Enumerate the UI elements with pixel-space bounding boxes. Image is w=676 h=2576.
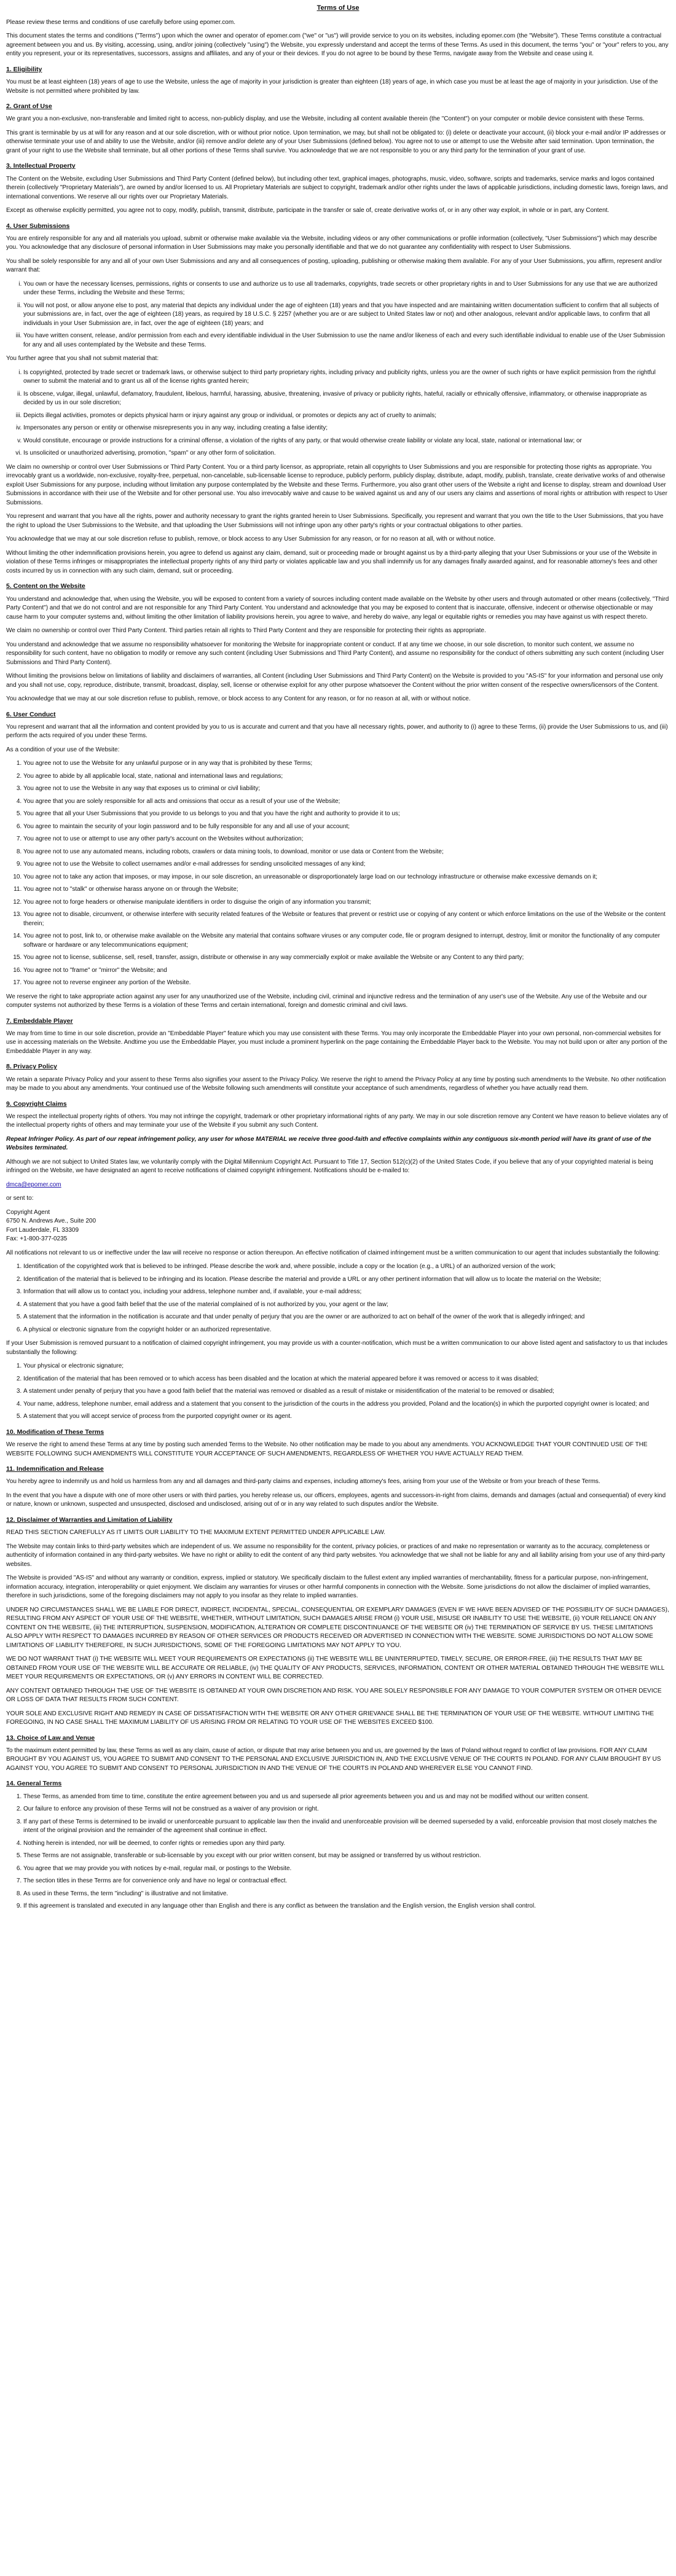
list-item: 2. Our failure to enforce any provision of these Terms will not be construed as a waiver of any provision or right.: [23, 1805, 670, 1814]
section: [6, 582, 670, 703]
section-heading: 1. Eligibility: [6, 65, 42, 73]
paragraph: Please review these terms and conditions of use carefully before using epomer.com.: [6, 18, 235, 26]
address-line: 6750 N. Andrews Ave., Suite 200: [6, 1218, 96, 1225]
list-item: ii. Is obscene, vulgar, illegal, unlawful, defamatory, fraudulent, libelous, harmful, harassing, abusive, threatening, invasive of privacy or publicity rights, hateful, racially or ethnically offensive, inflammatory, or otherwise inappropriate as decided by us in our sole discretion;: [23, 390, 670, 408]
list-item: 4. A statement that you have a good faith belief that the use of the material complained of is not authorized by you, your agent or the law;: [23, 1301, 670, 1310]
section-heading: 9. Copyright Claims: [6, 1100, 67, 1108]
list-item: 5. A statement that the information in the notification is accurate and that under penalty of perjury that you are the owner or are authorized to act on behalf of the owner of the work that is allegedly infringed; and: [23, 1313, 670, 1322]
email-line: [6, 1181, 670, 1190]
section: [6, 1734, 670, 1774]
section: [6, 102, 670, 155]
paragraph: You represent and warrant that you have all the rights, power and authority necessary to grant the rights granted herein to User Submissions. Specifically, you represent and warrant that you own the title to the User Submissions, that you have the right to upload the User Submissions to the Website, and that uploading the User Submissions will not infringe upon any other party's rights or your contractual obligations to other parties.: [6, 513, 664, 529]
numbered-list: [6, 1362, 670, 1422]
list-item: 4. Your name, address, telephone number, email address and a statement that you consent to the jurisdiction of the courts in the address you provided, Poland and the location(s) in which the purported copyright owner is located; and: [23, 1400, 670, 1409]
section: [6, 1516, 670, 1728]
numbered-list: [6, 1263, 670, 1334]
section: [6, 1779, 670, 1911]
list-item: 4. You agree that you are solely responsible for all acts and omissions that occur as a result of your use of the Website;: [23, 797, 670, 807]
section-heading: 11. Indemnification and Release: [6, 1465, 104, 1473]
paragraph: READ THIS SECTION CAREFULLY AS IT LIMITS OUR LIABILITY TO THE MAXIMUM EXTENT PERMITTED UNDER APPLICABLE LAW.: [6, 1529, 385, 1537]
list-item: 4. Nothing herein is intended, nor will be deemed, to confer rights or remedies upon any third party.: [23, 1839, 670, 1849]
section: [6, 1428, 670, 1458]
address-line: Fax: +1-800-377-0235: [6, 1235, 68, 1243]
paragraph: We retain a separate Privacy Policy and your assent to these Terms also signifies your assent to the Privacy Policy. We reserve the right to amend the Privacy Policy at any time by posting such amendments to the Website. No other notification may be made to you about any amendments. Your continued use of the Website following such amendments will constitute your acceptance of such amendments, regardless of whether you have actually read them.: [6, 1076, 666, 1092]
paragraph: You shall be solely responsible for any and all of your own User Submissions and any and all consequences of posting, uploading, publishing or otherwise making them available. For any of your User Submissions, you affirm, represent and/or warrant that:: [6, 257, 662, 274]
list-item: 1. Identification of the copyrighted work that is believed to be infringed. Please describe the work and, where possible, include a copy or the location (e.g., a URL) of an authorized version of the work;: [23, 1263, 670, 1272]
list-item: iii. Depicts illegal activities, promotes or depicts physical harm or injury against any group or individual, or promotes or depicts any act of cruelty to animals;: [23, 412, 670, 421]
list-item: 6. A physical or electronic signature from the copyright holder or an authorized representative.: [23, 1326, 670, 1335]
paragraph: WE DO NOT WARRANT THAT (i) THE WEBSITE WILL MEET YOUR REQUIREMENTS OR EXPECTATIONS (ii) THE WEBSITE WILL BE UNINTERRUPTED, TIMELY, SECURE, OR ERROR-FREE, (iii) THE RESULTS THAT MAY BE OBTAINED FROM YOUR USE OF THE WEBSITE WILL BE ACCURATE OR RELIABLE, (iv) THE QUALITY OF ANY PRODUCTS, SERVICES, INFORMATION, CONTENT OR OTHER MATERIAL OBTAINED THROUGH THE WEBSITE WILL MEET YOUR REQUIREMENTS OR EXPECTATIONS, OR (v) ANY ERRORS IN CONTENT WILL BE CORRECTED.: [6, 1656, 664, 1681]
paragraph: You are entirely responsible for any and all materials you upload, submit or otherwise make available via the Website, including videos or any other communications or profile information (collectively, "User Submissions") which may describe you. You acknowledge that any disclosure of personal information in User Submissions may make you personally identifiable and that we do not guarantee any confidentiality with respect to User Submissions.: [6, 235, 658, 251]
list-item: 5. These Terms are not assignable, transferable or sub-licensable by you except with our prior written consent, but may be assigned or transferred by us without restriction.: [23, 1852, 670, 1861]
list-item: 8. As used in these Terms, the term "including" is illustrative and not limitative.: [23, 1890, 670, 1899]
paragraph: Except as otherwise explicitly permitted, you agree not to copy, modify, publish, transmit, distribute, participate in the transfer or sale of, create derivative works of, or in any other way exploit, in whole or in part, any Content.: [6, 207, 610, 214]
paragraph: All notifications not relevant to us or ineffective under the law will receive no response or action thereupon. An effective notification of claimed infringement must be a written communication to our agent that includes substantially the following:: [6, 1249, 660, 1256]
page-title: Terms of Use: [316, 4, 360, 12]
list-item: 11. You agree not to "stalk" or otherwise harass anyone on or through the Website;: [23, 885, 670, 895]
section: [6, 1017, 670, 1057]
numbered-list: [6, 759, 670, 988]
paragraph: Without limiting the provisions below on limitations of liability and disclaimers of warranties, all Content (including User Submissions and Third Party Content) on the Website is provided to you "AS-IS" for your information and personal use only and you shall not use, copy, reproduce, distribute, transmit, broadcast, display, sell, license or otherwise exploit for any other purpose whatsoever the Content without the prior written consent of the respective owners/licensors of the Content.: [6, 673, 663, 689]
section-heading: 3. Intellectual Property: [6, 162, 76, 170]
list-item: 17. You agree not to reverse engineer any portion of the Website.: [23, 979, 670, 988]
list-item: 10. You agree not to take any action that imposes, or may impose, in our sole discretion, an unreasonable or disproportionately large load on our technology infrastructure or otherwise make excessive demands on it;: [23, 873, 670, 882]
list-item: 2. Identification of the material that has been removed or to which access has been disabled and the location at which the material appeared before it was removed or access to it was disabled;: [23, 1375, 670, 1384]
numbered-list: [6, 1793, 670, 1911]
section: [6, 222, 670, 576]
paragraph: The Content on the Website, excluding User Submissions and Third Party Content (defined below), but including other text, graphical images, photographs, music, video, software, scripts and trademarks, service marks and logos contained therein (collectively "Proprietary Materials"), are owned by and/or licensed to us. All Proprietary Materials are subject to copyright, trademark and/or other rights under the laws of applicable jurisdictions, including domestic laws, foreign laws, and international conventions. We reserve all our rights over our Proprietary Materials.: [6, 175, 668, 200]
numbered-list: [6, 369, 670, 458]
address-line: Copyright Agent: [6, 1208, 50, 1216]
paragraph: This document states the terms and conditions ("Terms") upon which the owner and operator of epomer.com ("we" or "us") will provide service to you on its websites, including epomer.com (the "Website"). These Terms constitute a contractual agreement between you and us. By visiting, accessing, using, and/or joining (collectively "using") the Website, you expressly understand and accept the terms of these Terms. As used in this document, the terms "you" or "your" refers to you, any entity you represent, your or its representatives, successors, assigns and affiliates, and any of your or their devices. If you do not agree to be bound by these Terms, navigate away from the Website and cease using it.: [6, 33, 669, 58]
list-item: i. Is copyrighted, protected by trade secret or trademark laws, or otherwise subject to third party proprietary rights, including privacy and publicity rights, unless you are the owner of such rights or have explicit permission from the rightful owner to submit the material and to grant us all of the license rights granted herein;: [23, 369, 670, 386]
section-heading: 14. General Terms: [6, 1780, 62, 1788]
list-item: 9. If this agreement is translated and executed in any language other than English and there is any conflict as between the translation and the English version, the English version shall control.: [23, 1902, 670, 1911]
paragraph: We respect the intellectual property rights of others. You may not infringe the copyright, trademark or other proprietary informational rights of any party. We may in our sole discretion remove any Content we have reason to believe violates any of the intellectual property rights of others and may terminate your use of the Website if you submit any such Content.: [6, 1113, 668, 1129]
paragraph: We grant you a non-exclusive, non-transferable and limited right to access, non-publicly display, and use the Website, including all content available therein (the "Content") on your computer or mobile device consistent with these Terms.: [6, 115, 645, 123]
list-item: 2. Identification of the material that is believed to be infringing and its location. Please describe the material and provide a URL or any other pertinent information that will allow us to locate the material on the Website;: [23, 1275, 670, 1285]
list-item: i. You own or have the necessary licenses, permissions, rights or consents to use and authorize us to use all trademarks, copyrights, trade secrets or other proprietary rights in and to User Submissions for any use that we are authorized under these Terms, including the Website and these Terms;: [23, 280, 670, 298]
paragraph: Although we are not subject to United States law, we voluntarily comply with the Digital Millennium Copyright Act. Pursuant to Title 17, Section 512(c)(2) of the United States Code, if you believe that any of your copyrighted material is being infringed on the Website, we have designated an agent to receive notifications of claimed copyright infringement. Notifications should be e-mailed to:: [6, 1158, 653, 1175]
list-item: 16. You agree not to "frame" or "mirror" the Website; and: [23, 966, 670, 976]
list-item: iii. You have written consent, release, and/or permission from each and every identifiable individual in the User Submission to use the name and/or likeness of each and every such identifiable individual to enable use of the User Submission for any and all uses contemplated by the Website and these Terms.: [23, 332, 670, 350]
list-item: 1. These Terms, as amended from time to time, constitute the entire agreement between you and us and supersede all prior agreements between you and us and may not be modified without our written consent.: [23, 1793, 670, 1802]
paragraph: If your User Submission is removed pursuant to a notification of claimed copyright infringement, you may provide us with a counter-notification, which must be a written communication to our above listed agent and satisfactory to us that includes substantially the following:: [6, 1340, 668, 1356]
paragraph: This grant is terminable by us at will for any reason and at our sole discretion, with or without prior notice. Upon termination, we may, but shall not be obligated to: (i) delete or deactivate your account, (ii) block your e-mail and/or IP addresses or otherwise terminate your use of and ability to use the Website, and/or (iii) remove and/or delete any of your User Submissions (defined below). You agree not to use or attempt to use the Website after said termination. Upon termination, the grant of your right to use the Website shall terminate, but all other portions of these Terms shall survive. You acknowledge that we are not responsible to you or any third party for the termination of your grant of use.: [6, 129, 666, 154]
copyright-agent-address: [6, 1208, 670, 1244]
list-item: 7. You agree not to use or attempt to use any other party's account on the Websites without authorization;: [23, 835, 670, 844]
list-item: 3. Information that will allow us to contact you, including your address, telephone number and, if available, your e-mail address;: [23, 1288, 670, 1297]
list-item: 15. You agree not to license, sublicense, sell, resell, transfer, assign, distribute or otherwise in any way commercially exploit or make available the Website or any Content to any third party;: [23, 953, 670, 963]
list-item: 14. You agree not to post, link to, or otherwise make available on the Website any material that contains software viruses or any computer code, file or program designed to interrupt, destroy, limit or monitor the functionality of any computer software or hardware or any telecommunications equipment;: [23, 932, 670, 950]
list-item: v. Would constitute, encourage or provide instructions for a criminal offense, a violation of the rights of any party, or that would otherwise create liability or violate any local, state, national or international law; or: [23, 437, 670, 446]
paragraph: We may from time to time in our sole discretion, provide an "Embeddable Player" feature which you may use consistent with these Terms. You may only incorporate the Embeddable Player into your own personal, non-commercial websites for use in accessing materials on the Website. Andtime you use the Embeddable Player, you must include a prominent hyperlink on the page containing the Embeddable Player back to the Website. You may not build upon or alter any portion of the Embeddable Player in any way.: [6, 1030, 667, 1055]
section: [6, 18, 670, 59]
section: [6, 65, 670, 96]
paragraph: or sent to:: [6, 1195, 34, 1202]
section-heading: 13. Choice of Law and Venue: [6, 1734, 95, 1742]
section: [6, 1465, 670, 1509]
paragraph: UNDER NO CIRCUMSTANCES SHALL WE BE LIABLE FOR DIRECT, INDIRECT, INCIDENTAL, SPECIAL, CONSEQUENTIAL OR EXEMPLARY DAMAGES (EVEN IF WE HAVE BEEN ADVISED OF THE POSSIBILITY OF SUCH DAMAGES), RESULTING FROM ANY ASPECT OF YOUR USE OF THE WEBSITE, WHETHER, WITHOUT LIMITATION, SUCH DAMAGES ARISE FROM (i) YOUR USE, MISUSE OR INABILITY TO USE THE WEBSITE, (ii) YOUR RELIANCE ON ANY CONTENT ON THE WEBSITE, (iii) THE INTERRUPTION, SUSPENSION, MODIFICATION, ALTERATION OR COMPLETE DISCONTINUANCE OF THE WEBSITE OR (iv) THE TERMINATION OF SERVICE BY US. THESE LIMITATIONS ALSO APPLY WITH RESPECT TO DAMAGES INCURRED BY REASON OF OTHER SERVICES OR PRODUCTS RECEIVED OR ADVERTISED IN CONNECTION WITH THE WEBSITE. SOME JURISDICTIONS DO NOT ALLOW SOME LIMITATIONS OF LIABILITY THEREFORE, IN SUCH JURISDICTIONS, SOME OF THE FOREGOING LIMITATIONS MAY NOT APPLY TO YOU.: [6, 1606, 669, 1649]
list-item: ii. You will not post, or allow anyone else to post, any material that depicts any individual under the age of eighteen (18) years and that you have inspected and are maintaining written documentation sufficient to confirm that all subjects of your submissions are, in fact, over the age of eighteen (18) years, as required by 18 U.S.C. § 2257 (whether you are or are subject to United States law or not) and other analogous, relevant and/or applicable laws, to confirm that all individuals in your User Submission are, in fact, over the age of eighteen (18) years; and: [23, 302, 670, 329]
section: [6, 1100, 670, 1422]
list-item: 5. You agree that all your User Submissions that you provide to us belongs to you and that you have the right and authority to provide it to us;: [23, 810, 670, 819]
section-heading: 5. Content on the Website: [6, 582, 85, 590]
paragraph: As a condition of your use of the Website:: [6, 746, 120, 753]
list-item: vi. Is unsolicited or unauthorized advertising, promotion, "spam" or any other form of solicitation.: [23, 449, 670, 458]
paragraph: We claim no ownership or control over Third Party Content. Third parties retain all rights to Third Party Content and they are responsible for protecting their rights as appropriate.: [6, 627, 486, 635]
list-item: 9. You agree not to use the Website to collect usernames and/or e-mail addresses for sending unsolicited messages of any kind;: [23, 860, 670, 869]
list-item: 1. Your physical or electronic signature;: [23, 1362, 670, 1371]
numbered-list: [6, 280, 670, 350]
paragraph: We claim no ownership or control over User Submissions or Third Party Content. You or a third party licensor, as appropriate, retain all copyrights to User Submissions and you are responsible for protecting those rights as appropriate. You irrevocably grant us a worldwide, non-exclusive, royalty-free, perpetual, non-cancelable, sub-licensable license to reproduce, publicly perform, publicly display, distribute, adapt, modify, publish, translate, create derivative works of and otherwise exploit User Submissions for any purpose, including without limitation any purpose contemplated by the Website and these Terms. Furthermore, you also grant other users of the Website a right and license to display, stream and download User Submissions in accordance with their use of the Website and for other personal use. You also irrevocably waive and cause to be waived against us and any of our users any claims and assertions of moral rights or attribution with respect to User Submissions.: [6, 463, 667, 506]
list-item: 7. The section titles in these Terms are for convenience only and have no legal or contractual effect.: [23, 1877, 670, 1886]
section: [6, 162, 670, 215]
section: [6, 710, 670, 1011]
paragraph: You understand and acknowledge that we assume no responsibility whatsoever for monitoring the Website for inappropriate content or conduct. If at any time we choose, in our sole discretion, to monitor such content, we assume no responsibility for such content, have no obligation to modify or remove any such content (including User Submissions and Third Party Content), and assume no responsibility for the conduct of others submitting any such content (including User Submissions and Third Party Content).: [6, 641, 664, 666]
repeat-infringer-notice: Repeat Infringer Policy. As part of our repeat infringement policy, any user for whose MATERIAL we receive three good-faith and effective complaints within any contiguous six-month period will have its grant of use of the Websites terminated.: [6, 1135, 651, 1152]
list-item: 2. You agree to abide by all applicable local, state, national and international laws and regulations;: [23, 772, 670, 781]
section-heading: 8. Privacy Policy: [6, 1063, 57, 1071]
terms-content: [6, 18, 670, 1911]
dmca-email-link[interactable]: dmca@epomer.com: [6, 1181, 61, 1188]
list-item: 6. You agree that we may provide you with notices by e-mail, regular mail, or postings to the Website.: [23, 1865, 670, 1874]
section: [6, 1062, 670, 1093]
section-heading: 4. User Submissions: [6, 222, 70, 230]
paragraph: You acknowledge that we may at our sole discretion refuse to publish, remove, or block access to any User Submission for any reason, or for no reason at all, with or without notice.: [6, 536, 496, 543]
section-heading: 6. User Conduct: [6, 710, 56, 718]
paragraph: In the event that you have a dispute with one of more other users or with third parties, you hereby release us, our officers, employees, agents and successors-in-right from claims, demands and damages (actual and consequential) of every kind or nature, known or unknown, suspected and unsuspected, disclosed and undisclosed, arising out of or in any way related to such disputes and/or the Website.: [6, 1492, 666, 1508]
paragraph: We reserve the right to take appropriate action against any user for any unauthorized use of the Website, including civil, criminal and injunctive redress and the termination of any user's use of the Website. Any use of the Website and our computer systems not authorized by these Terms is a violation of these Terms and certain international, foreign and domestic criminal and civil laws.: [6, 993, 647, 1009]
list-item: 3. You agree not to use the Website in any way that exposes us to criminal or civil liability;: [23, 785, 670, 794]
paragraph: You hereby agree to indemnify us and hold us harmless from any and all damages and third-party claims and expenses, including attorney's fees, arising from your use of the Website or from your breach of these Terms.: [6, 1478, 600, 1486]
section-heading: 12. Disclaimer of Warranties and Limitation of Liability: [6, 1516, 173, 1524]
list-item: 3. A statement under penalty of perjury that you have a good faith belief that the material was removed or disabled as a result of mistake or misidentification of the material to be removed or disabled;: [23, 1387, 670, 1396]
paragraph: We reserve the right to amend these Terms at any time by posting such amended Terms to the Website. No other notification may be made to you about any amendments. YOU ACKNOWLEDGE THAT YOUR CONTINUED USE OF THE WEBSITE FOLLOWING SUCH AMENDMENTS WILL CONSTITUTE YOUR ACCEPTANCE OF SUCH AMENDMENTS, REGARDLESS OF WHETHER YOU HAVE ACTUALLY READ THEM.: [6, 1441, 648, 1457]
list-item: 1. You agree not to use the Website for any unlawful purpose or in any way that is prohibited by these Terms;: [23, 759, 670, 769]
section-heading: 2. Grant of Use: [6, 103, 52, 111]
list-item: 5. A statement that you will accept service of process from the purported copyright owner or its agent.: [23, 1412, 670, 1422]
paragraph: You understand and acknowledge that, when using the Website, you will be exposed to content from a variety of sources including content made available on the Website by other users and through automated or other means (collectively, "Third Party Content") and that we do not control and are not responsible for any Third Party Content. You understand and acknowledge that you may be exposed to content that is inaccurate, offensive, indecent or otherwise objectionable or may cause harm to your computer systems and, without limiting the other limitation of liability provisions herein, you agree to waive, and hereby do waive, any legal or equitable rights or remedies you may have against us with respect thereto.: [6, 595, 669, 621]
list-item: 13. You agree not to disable, circumvent, or otherwise interfere with security related features of the Website or features that prevent or restrict use or copying of any content or which enforce limitations on the use of the Website or the content therein;: [23, 910, 670, 928]
list-item: 3. If any part of these Terms is determined to be invalid or unenforceable pursuant to applicable law then the invalid and unenforceable provision will be deemed superseded by a valid, enforceable provision that most closely matches the intent of the original provision and the remainder of the agreement shall continue in effect.: [23, 1818, 670, 1836]
paragraph: Without limiting the other indemnification provisions herein, you agree to defend us against any claim, demand, suit or proceeding made or brought against us by a third-party alleging that your User Submissions or your use of the Website in violation of these Terms infringes or misappropriates the intellectual property rights of any third party or violates applicable law and you shall indemnify us for any damages finally awarded against, and for reasonable attorney's fees and other costs incurred by us in connection with any such claim, demand, suit or proceeding.: [6, 549, 658, 574]
section-heading: 7. Embeddable Player: [6, 1017, 73, 1025]
paragraph: To the maximum extent permitted by law, these Terms as well as any claim, cause of action, or dispute that may arise between you and us, are governed by the laws of Poland without regard to conflict of law provisions. FOR ANY CLAIM BROUGHT BY YOU AGAINST US, YOU AGREE TO SUBMIT AND CONSENT TO THE PERSONAL AND EXCLUSIVE JURISDICTION IN, AND THE EXCLUSIVE VENUE OF THE COURTS IN POLAND. FOR ANY CLAIM BROUGHT BY US AGAINST YOU, YOU AGREE TO SUBMIT AND CONSENT TO PERSONAL JURISDICTION IN AND THE VENUE OF THE COURTS IN POLAND AND WHEREVER ELSE YOU CANNOT FIND.: [6, 1747, 661, 1772]
list-item: 6. You agree to maintain the security of your login password and to be fully responsible for any and all use of your account;: [23, 823, 670, 832]
paragraph: You further agree that you shall not submit material that:: [6, 355, 159, 362]
paragraph: ANY CONTENT OBTAINED THROUGH THE USE OF THE WEBSITE IS OBTAINED AT YOUR OWN DISCRETION AND RISK. YOU ARE SOLELY RESPONSIBLE FOR ANY DAMAGE TO YOUR COMPUTER SYSTEM OR OTHER DEVICE OR LOSS OF DATA THAT RESULTS FROM SUCH CONTENT.: [6, 1687, 662, 1704]
paragraph: You must be at least eighteen (18) years of age to use the Website, unless the age of majority in your jurisdiction is greater than eighteen (18) years of age, in which case you must be at least the age of majority in your jurisdiction. Use of the Website is not permitted where prohibited by law.: [6, 79, 658, 95]
paragraph: You acknowledge that we may at our sole discretion refuse to publish, remove, or block access to any Content for any reason, or for no reason at all, with or without notice.: [6, 695, 471, 703]
paragraph: YOUR SOLE AND EXCLUSIVE RIGHT AND REMEDY IN CASE OF DISSATISFACTION WITH THE WEBSITE OR ANY OTHER GRIEVANCE SHALL BE THE TERMINATION OF YOUR USE OF THE WEBSITE. WITHOUT LIMITING THE FOREGOING, IN NO CASE SHALL THE MAXIMUM LIABILITY OF US ARISING FROM OR RELATING TO YOUR USE OF THE WEBSITES EXCEED $100.: [6, 1710, 654, 1726]
paragraph: The Website is provided "AS-IS" and without any warranty or condition, express, implied or statutory. We specifically disclaim to the fullest extent any implied warranties of merchantability, fitness for a particular purpose, non-infringement, information accuracy, integration, interoperability or quiet enjoyment. We disclaim any warranties for viruses or other harmful components in connection with the Website. Some jurisdictions do not allow the disclaimer of implied warranties, therefore in such jurisdictions, some of the foregoing disclaimers may not apply to you insofar as they relate to implied warranties.: [6, 1575, 651, 1600]
section-heading: 10. Modification of These Terms: [6, 1428, 104, 1436]
list-item: 8. You agree not to use any automated means, including robots, crawlers or data mining tools, to download, monitor or use data or Content from the Website;: [23, 848, 670, 857]
paragraph: You represent and warrant that all the information and content provided by you to us is accurate and current and that you have all necessary rights, power, and authority to (i) agree to these Terms, (ii) provide the User Submissions to us, and (iii) perform the acts required of you under these Terms.: [6, 723, 668, 740]
list-item: 12. You agree not to forge headers or otherwise manipulate identifiers in order to disguise the origin of any information you transmit;: [23, 898, 670, 907]
address-line: Fort Lauderdale, FL 33309: [6, 1226, 79, 1234]
paragraph: The Website may contain links to third-party websites which are independent of us. We assume no responsibility for the content, privacy policies, or practices of and make no representation or warranty as to the accuracy, completeness or authenticity of information contained in any third-party websites. We have no right or ability to edit the content of any third party websites. You acknowledge that we shall not be liable for any and all liability arising from your use of any third-party websites.: [6, 1543, 666, 1568]
list-item: iv. Impersonates any person or entity or otherwise misrepresents you in any way, including creating a false identity;: [23, 424, 670, 433]
